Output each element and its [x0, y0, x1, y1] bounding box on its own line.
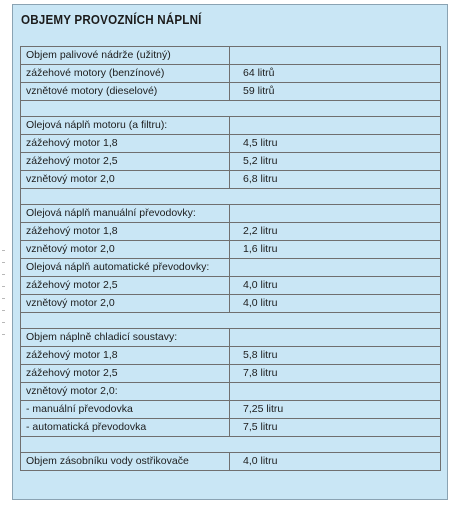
row-value: 6,8 litru: [230, 171, 441, 189]
table-row: [21, 401, 441, 419]
section-header-engine-oil: Olejová náplň motoru (a filtru):: [21, 117, 230, 135]
table-row: [21, 419, 441, 437]
row-value: 64 litrů: [230, 65, 441, 83]
separator-cell: [21, 189, 441, 205]
section-header-row: [21, 259, 441, 277]
section-header-row: [21, 329, 441, 347]
row-label: zážehový motor 2,5: [21, 153, 230, 171]
table-row: [21, 153, 441, 171]
capacities-panel: [12, 4, 448, 500]
separator-cell: [21, 101, 441, 117]
section-header-value: [230, 259, 441, 277]
table-row: [21, 135, 441, 153]
page-title: OBJEMY PROVOZNÍCH NÁPLNÍ: [21, 13, 202, 27]
section-header-row: [21, 47, 441, 65]
row-value: 5,8 litru: [230, 347, 441, 365]
section-separator: [21, 101, 441, 117]
row-label: vznětový motor 2,0:: [21, 383, 230, 401]
row-label: zážehový motor 1,8: [21, 135, 230, 153]
row-label: zážehové motory (benzínové): [21, 65, 230, 83]
row-value: 5,2 litru: [230, 153, 441, 171]
row-value: 7,25 litru: [230, 401, 441, 419]
table-row: [21, 65, 441, 83]
section-header-row: [21, 205, 441, 223]
row-label: zážehový motor 2,5: [21, 365, 230, 383]
row-value: [230, 383, 441, 401]
section-separator: [21, 189, 441, 205]
separator-cell: [21, 437, 441, 453]
section-header-washer-reservoir: Objem zásobníku vody ostřikovače: [21, 453, 230, 471]
row-value: 4,5 litru: [230, 135, 441, 153]
section-header-automatic-gearbox: Olejová náplň automatické převodovky:: [21, 259, 230, 277]
section-header-coolant: Objem náplně chladicí soustavy:: [21, 329, 230, 347]
section-header-value: [230, 205, 441, 223]
section-separator: [21, 313, 441, 329]
section-header-row: [21, 117, 441, 135]
section-header-value: 4,0 litru: [230, 453, 441, 471]
row-value: 2,2 litru: [230, 223, 441, 241]
row-value: 4,0 litru: [230, 295, 441, 313]
separator-cell: [21, 313, 441, 329]
section-header-row: [21, 453, 441, 471]
row-label: - manuální převodovka: [21, 401, 230, 419]
row-label: vznětové motory (dieselové): [21, 83, 230, 101]
row-label: zážehový motor 2,5: [21, 277, 230, 295]
row-value: 1,6 litru: [230, 241, 441, 259]
table-row: [21, 171, 441, 189]
table-row: [21, 223, 441, 241]
row-value: 7,5 litru: [230, 419, 441, 437]
table-row: [21, 295, 441, 313]
section-header-manual-gearbox: Olejová náplň manuální převodovky:: [21, 205, 230, 223]
table-row: [21, 83, 441, 101]
section-header-value: [230, 329, 441, 347]
section-separator: [21, 437, 441, 453]
margin-marks: [2, 250, 6, 350]
table-row: [21, 277, 441, 295]
row-label: zážehový motor 1,8: [21, 347, 230, 365]
section-header-fuel-tank: Objem palivové nádrže (užitný): [21, 47, 230, 65]
row-label: vznětový motor 2,0: [21, 171, 230, 189]
row-label: zážehový motor 1,8: [21, 223, 230, 241]
section-header-value: [230, 117, 441, 135]
table-row: [21, 241, 441, 259]
table-row: [21, 347, 441, 365]
row-label: vznětový motor 2,0: [21, 241, 230, 259]
row-value: 59 litrů: [230, 83, 441, 101]
section-header-value: [230, 47, 441, 65]
row-value: 4,0 litru: [230, 277, 441, 295]
table-row: [21, 383, 441, 401]
row-label: - automatická převodovka: [21, 419, 230, 437]
row-label: vznětový motor 2,0: [21, 295, 230, 313]
table-row: [21, 365, 441, 383]
capacities-table: [20, 46, 441, 471]
row-value: 7,8 litru: [230, 365, 441, 383]
